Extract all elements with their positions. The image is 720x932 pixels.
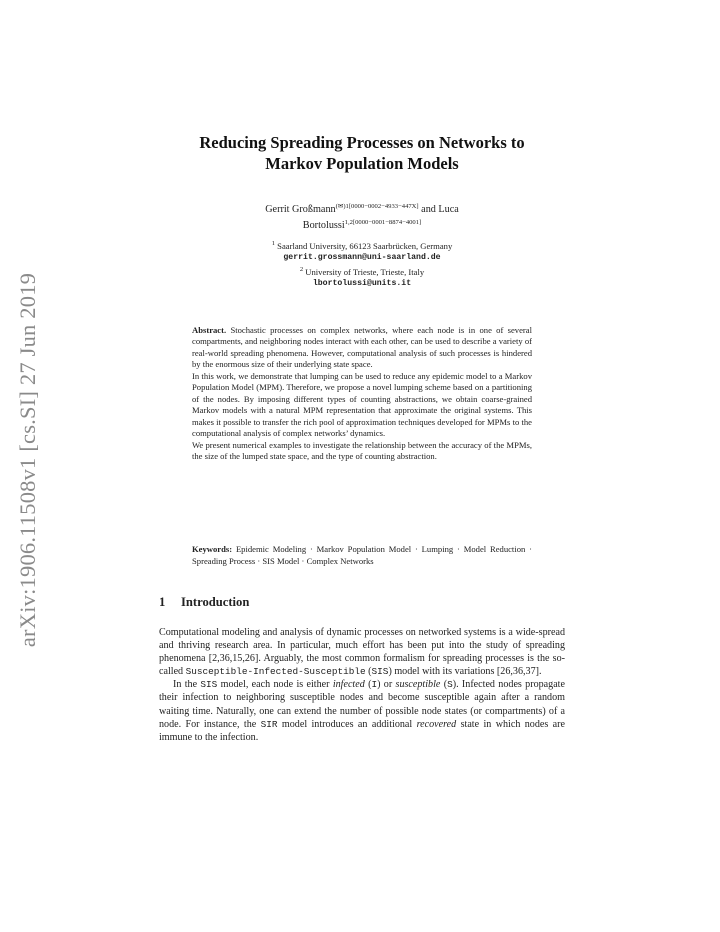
section-heading xyxy=(159,595,249,610)
intro-p2-code-sis: SIS xyxy=(200,679,218,691)
author-2-name: Bortolussi xyxy=(302,220,345,231)
intro-p2-text-b: model, each node is either xyxy=(217,679,333,691)
intro-p2-text-h: state in which nodes are immune to the infection. xyxy=(159,718,565,743)
abstract xyxy=(192,325,532,462)
author-list xyxy=(159,200,565,232)
intro-p2-code-i: I xyxy=(371,679,378,691)
keywords-text: Epidemic Modeling · Markov Population Model · Lumping · Model Reduction · Spreading Process · SIS Model · Complex Networks xyxy=(192,544,532,566)
arxiv-identifier-stamp xyxy=(8,240,48,680)
intro-p2-text-g: model introduces an additional xyxy=(277,718,417,730)
keywords-label: Keywords: xyxy=(192,544,233,554)
affiliation-1 xyxy=(159,238,565,252)
author-1-superscript: (✉)1[0000−0002−4933−447X] xyxy=(335,203,419,210)
title-line-1: Reducing Spreading Processes on Networks to xyxy=(199,133,525,152)
intro-p2-infected: infected xyxy=(332,679,365,691)
intro-p2-text-e: ( xyxy=(440,679,448,691)
intro-p2-code-s: S xyxy=(447,679,453,691)
affiliation-2-number: 2 xyxy=(299,266,304,273)
author-2-superscript: 1,2[0000−0001−8874−4001] xyxy=(344,219,422,226)
intro-paragraph-1 xyxy=(159,626,565,678)
affiliation-1-text: Saarland University, 66123 Saarbrücken, Germany xyxy=(277,241,453,251)
keywords xyxy=(192,544,532,567)
affiliation-1-number: 1 xyxy=(271,240,276,247)
intro-p2-text-c: ( xyxy=(364,679,372,691)
intro-p1-code-sis-full: Susceptible-Infected-Susceptible xyxy=(185,666,366,678)
intro-p1-text-a: Computational modeling and analysis of dynamic processes on networked systems is a wide-spread and thriving research area. In particular, much effort has been put into the study of spreading phenomena [2,36,15,26]. Arguably, the most common formalism for spreading processes is the so-called xyxy=(159,627,565,678)
intro-paragraph-2 xyxy=(159,678,565,743)
intro-p2-code-sir: SIR xyxy=(260,718,278,730)
intro-p2-recovered: recovered xyxy=(416,718,457,730)
affiliations xyxy=(159,238,565,290)
author-line-1 xyxy=(159,200,565,216)
intro-p2-text-a: In the xyxy=(173,679,201,691)
title-line-2: Markov Population Models xyxy=(265,154,459,173)
intro-p1-text-c: ) model with its variations [26,36,37]. xyxy=(388,666,542,678)
arxiv-identifier: arXiv:1906.11508v1 [cs.SI] 27 Jun 2019 xyxy=(15,272,40,648)
intro-p1-text-b: ( xyxy=(365,666,372,678)
introduction-body xyxy=(159,626,565,744)
author-line-2 xyxy=(159,216,565,232)
abstract-paragraph-1 xyxy=(192,325,532,371)
abstract-text-1: Stochastic processes on complex networks, where each node is in one of several compartments, and neighboring nodes interact with each other, can be used to describe a variety of real-world spreading phenomena. However, computational analysis of such processes is hindered by the enormous size of their underlying state space. xyxy=(192,325,532,370)
author-1-name: Gerrit Großmann xyxy=(265,204,336,215)
paper-title xyxy=(159,132,565,174)
intro-p2-susceptible: susceptible xyxy=(395,679,441,691)
section-title: Introduction xyxy=(181,595,250,609)
affiliation-2-email: lbortolussi@units.it xyxy=(312,279,412,288)
section-number: 1 xyxy=(159,595,166,609)
affiliation-1-email: gerrit.grossmann@uni-saarland.de xyxy=(283,253,441,262)
intro-p2-text-d: ) or xyxy=(377,679,396,691)
affiliation-2-text: University of Trieste, Trieste, Italy xyxy=(305,267,425,277)
affiliation-2 xyxy=(159,264,565,278)
author-conjunction: and Luca xyxy=(421,204,459,215)
abstract-label: Abstract. xyxy=(192,325,227,335)
abstract-paragraph-2: In this work, we demonstrate that lumping can be used to reduce any epidemic model to a Markov Population Model (MPM). Therefore, we propose a novel lumping scheme based on a partitioning of the nodes. By imposing different types of counting abstractions, we obtain coarse-grained Markov models with a natural MPM representation that approximate the original systems. This makes it possible to transfer the rich pool of approximation techniques developed for MPMs to the computational analysis of complex networks’ dynamics. xyxy=(192,370,532,439)
intro-p1-code-sis: SIS xyxy=(371,666,389,678)
intro-p2-text-f: ). Infected nodes propagate their infection to neighboring susceptible nodes and become susceptible again after a random waiting time. Naturally, one can extend the number of possible node states (or compartments) of a node. For instance, the xyxy=(159,679,565,730)
abstract-paragraph-3: We present numerical examples to investigate the relationship between the accuracy of the MPMs, the size of the lumped state space, and the type of counting abstraction. xyxy=(192,439,532,461)
